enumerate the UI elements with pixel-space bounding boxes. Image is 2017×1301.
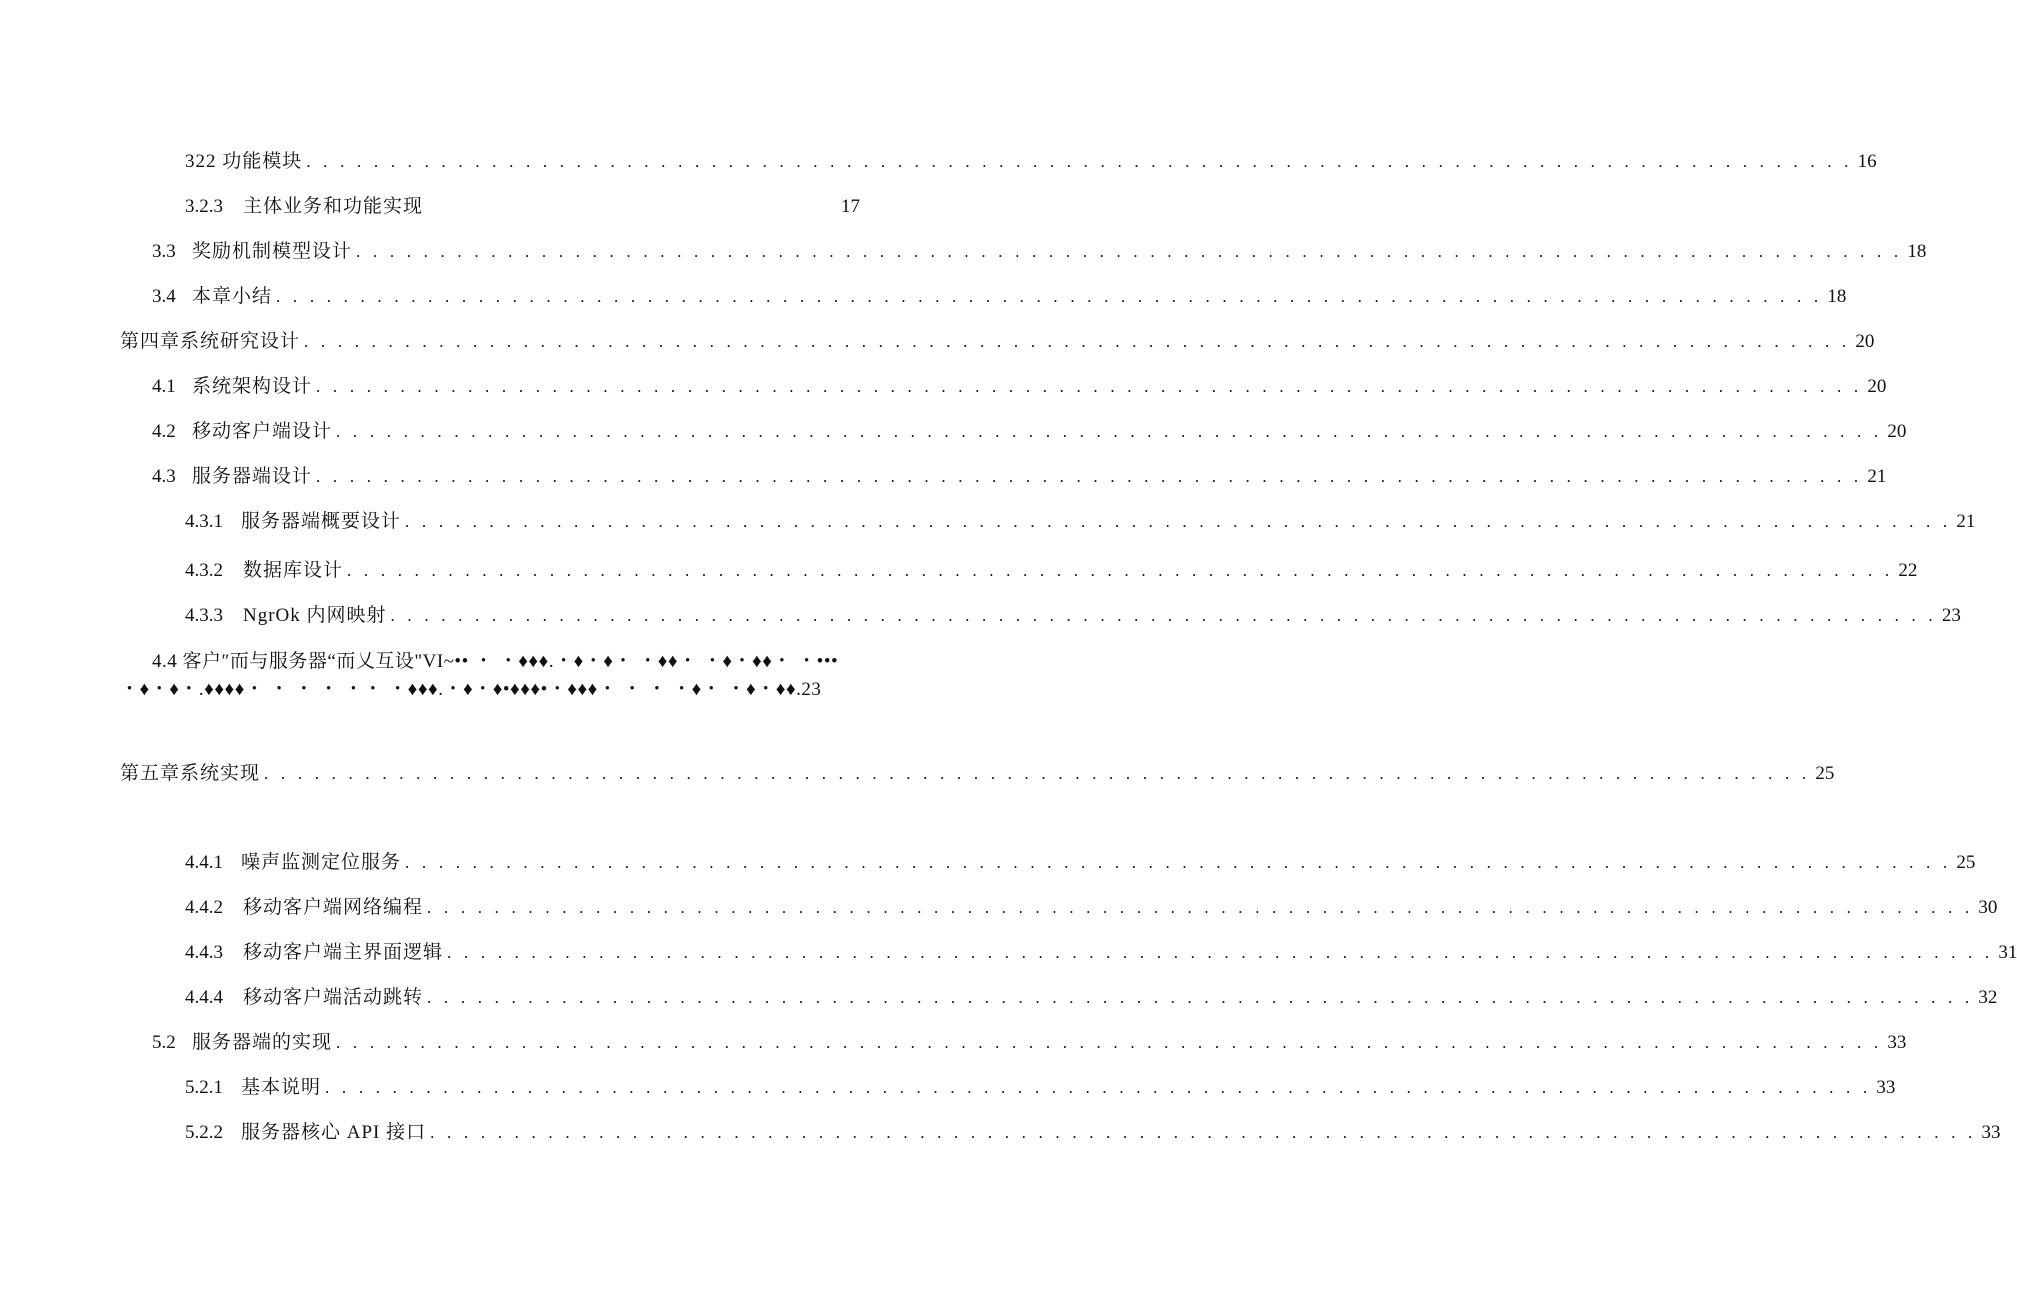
toc-entry-title: 数据库设计 [243,560,344,581]
toc-leader-dots: . . . . . . . . . . . . . . . . . . . . . . . . . . . . . . . . . . . . . . . . . . . . . . . . . . . . . . . . . . . . . . . . . . . . . . . . . . . . . . . . . . . . . . . . . . . . [325,1078,1872,1097]
toc-entry-number: 4.1 [152,376,176,397]
toc-leader-dots: . . . . . . . . . . . . . . . . . . . . . . . . . . . . . . . . . . . . . . . . . . . . . . . . . . . . . . . . . . . . . . . . . . . . . . . . . . . . . . . . . . . . . . . . . . . . [356,242,1903,261]
toc-chapter-entry[interactable] [120,759,1835,789]
toc-entry-page: 33 [1981,1122,2001,1143]
toc-entry-number: 4.3.1 [185,511,223,532]
toc-entry[interactable] [185,507,1976,537]
toc-entry-title: 第五章系统实现 [120,763,261,784]
toc-entry-title: 服务器端概要设计 [241,511,402,532]
toc-entry-number: 5.2.2 [185,1122,223,1143]
toc-entry[interactable] [185,192,860,222]
toc-entry-page: 30 [1978,897,1998,918]
toc-entry-number: 4.4.1 [185,852,223,873]
toc-entry-title: 服务器端设计 [192,466,313,487]
toc-entry[interactable] [185,601,1961,631]
toc-entry-title: 服务器核心 API 接口 [241,1122,427,1143]
toc-entry-page: 21 [1867,466,1887,487]
toc-entry[interactable] [185,147,1877,177]
toc-leader-dots: . . . . . . . . . . . . . . . . . . . . . . . . . . . . . . . . . . . . . . . . . . . . . . . . . . . . . . . . . . . . . . . . . . . . . . . . . . . . . . . . . . . . . . . . . . . . [336,1033,1883,1052]
toc-entry-page: 18 [1827,286,1847,307]
toc-entry[interactable] [152,462,1887,492]
toc-entry-page: 20 [1855,331,1875,352]
toc-entry-title: 系统架构设计 [192,376,313,397]
toc-entry-title: 服务器端的实现 [192,1032,333,1053]
toc-entry-page: 25 [1956,852,1976,873]
toc-entry-title: 移动客户端网络编程 [243,897,424,918]
toc-entry-number: 5.2 [152,1032,176,1053]
toc-entry-number: 4.2 [152,421,176,442]
toc-leader-dots: . . . . . . . . . . . . . . . . . . . . . . . . . . . . . . . . . . . . . . . . . . . . . . . . . . . . . . . . . . . . . . . . . . . . . . . . . . . . . . . . . . . . . . . . . . . . [304,332,1851,351]
toc-entry[interactable] [152,282,1847,312]
toc-entry-number: 4.3.3 [185,605,223,626]
toc-entry-title: 第四章系统研究设计 [120,331,301,352]
toc-chapter-entry[interactable] [120,327,1875,357]
toc-entry-page: 16 [1857,151,1877,172]
toc-entry[interactable] [152,1028,1907,1058]
toc-entry[interactable] [185,556,1918,586]
toc-entry-number: 4.4.2 [185,897,223,918]
toc-entry-number: 5.2.1 [185,1077,223,1098]
toc-entry-title: 基本说明 [241,1077,322,1098]
toc-leader-dots: . . . . . . . . . . . . . . . . . . . . . . . . . . . . . . . . . . . . . . . . . . . . . . . . . . . . . . . . . . . . . . . . . . . . . . . . . . . . . . . . . . . . . . . . . . . . [430,1123,1977,1142]
toc-entry[interactable] [152,237,1927,267]
toc-leader-dots: . . . . . . . . . . . . . . . . . . . . . . . . . . . . . . . . . . . . . . . . . . . . . . . . . . . . . . . . . . . . . . . . . . . . . . . . . . . . . . . . . . . . . . . . . . . . [405,853,1952,872]
toc-entry-title: 主体业务和功能实现 [243,196,424,217]
toc-leader-dots: . . . . . . . . . . . . . . . . . . . . . . . . . . . . . . . . . . . . . . . . . . . . . . . . . . . . . . . . . . . . . . . . . . . . . . . . . . . . . . . . . . . . . . . . . . . . [390,606,1937,625]
toc-entry-page: 23 [1941,605,1961,626]
toc-entry-number: 4.3.2 [185,560,223,581]
toc-leader-dots: . . . . . . . . . . . . . . . . . . . . . . . . . . . . . . . . . . . . . . . . . . . . . . . . . . . . . . . . . . . . . . . . . . . . . . . . . . . . . . . . . . . . . . . . . . . . [447,943,1994,962]
toc-entry-page: 33 [1887,1032,1907,1053]
toc-leader-dots: . . . . . . . . . . . . . . . . . . . . . . . . . . . . . . . . . . . . . . . . . . . . . . . . . . . . . . . . . . . . . . . . . . . . . . . . . . . . . . . . . . . . . . . . . . . . [336,422,1883,441]
toc-entry-page: 18 [1907,241,1927,262]
toc-entry-title: 奖励机制模型设计 [192,241,353,262]
toc-entry[interactable] [185,938,2017,968]
toc-entry-number: 4.3 [152,466,176,487]
toc-leader-dots: . . . . . . . . . . . . . . . . . . . . . . . . . . . . . . . . . . . . . . . . . . . . . . . . . . . . . . . . . . . . . . . . . . . . . . . . . . . . . . . . . . . . . . . . . . . . [306,152,1853,171]
toc-entry-title: 移动客户端活动跳转 [243,987,424,1008]
toc-entry-title: 噪声监测定位服务 [241,852,402,873]
toc-entry-number: 4.4.4 [185,987,223,1008]
toc-leader-dots: . . . . . . . . . . . . . . . . . . . . . . . . . . . . . . . . . . . . . . . . . . . . . . . . . . . . . . . . . . . . . . . . . . . . . . . . . . . . . . . . . . . . . . . . . . . . [427,988,1974,1007]
toc-entry-page: 21 [1956,511,1976,532]
toc-entry-number: 3.2.3 [185,196,223,217]
toc-garbled-entry-line1[interactable]: 4.4 客户″而与服务器“而乂互设"VI~•• ・ ・♦♦♦.・♦・♦・ ・♦♦・ ・♦・♦♦・ ・••• [152,651,839,672]
toc-entry-page: 32 [1978,987,1998,1008]
toc-leader-dots: . . . . . . . . . . . . . . . . . . . . . . . . . . . . . . . . . . . . . . . . . . . . . . . . . . . . . . . . . . . . . . . . . . . . . . . . . . . . . . . . . . . . . . . . . . . . [347,561,1894,580]
toc-leader-dots: . . . . . . . . . . . . . . . . . . . . . . . . . . . . . . . . . . . . . . . . . . . . . . . . . . . . . . . . . . . . . . . . . . . . . . . . . . . . . . . . . . . . . . . . . . . . [276,287,1823,306]
toc-entry-page: 17 [841,196,860,217]
toc-garbled-entry-line2[interactable]: ・♦・♦・.♦♦♦♦・ ・ ・ ・ ・・ ・♦♦♦.・♦・♦•♦♦♦•・♦♦♦・ ・ ・ ・♦・ ・♦・♦♦.23 [120,679,822,700]
toc-entry-number: 3.4 [152,286,176,307]
toc-entry[interactable] [152,417,1907,447]
toc-entry[interactable] [185,1073,1896,1103]
toc-entry-number: 4.4.3 [185,942,223,963]
toc-leader-dots: . . . . . . . . . . . . . . . . . . . . . . . . . . . . . . . . . . . . . . . . . . . . . . . . . . . . . . . . . . . . . . . . . . . . . . . . . . . . . . . . . . . . . . . . . . . . [427,898,1974,917]
toc-entry-page: 33 [1876,1077,1896,1098]
toc-entry-title: NgrOk 内网映射 [243,605,387,626]
toc-entry-page: 31 [1998,942,2017,963]
toc-leader-dots: . . . . . . . . . . . . . . . . . . . . . . . . . . . . . . . . . . . . . . . . . . . . . . . . . . . . . . . . . . . . . . . . . . . . . . . . . . . . . . . . . . . . . . . . . . . . [316,467,1863,486]
toc-entry-title: 移动客户端设计 [192,421,333,442]
toc-leader-dots: . . . . . . . . . . . . . . . . . . . . . . . . . . . . . . . . . . . . . . . . . . . . . . . . . . . . . . . . . . . . . . . . . . . . . . . . . . . . . . . . . . . . . . . . . . . . [405,512,1952,531]
toc-entry-page: 25 [1815,763,1835,784]
toc-entry-number: 3.3 [152,241,176,262]
toc-entry-page: 22 [1898,560,1918,581]
toc-entry-page: 20 [1887,421,1907,442]
toc-entry[interactable] [185,1118,2001,1148]
toc-entry-page: 20 [1867,376,1887,397]
toc-entry[interactable] [152,372,1887,402]
toc-entry[interactable] [185,893,1998,923]
toc-entry-title: 移动客户端主界面逻辑 [243,942,444,963]
toc-leader-dots: . . . . . . . . . . . . . . . . . . . . . . . . . . . . . . . . . . . . . . . . . . . . . . . . . . . . . . . . . . . . . . . . . . . . . . . . . . . . . . . . . . . . . . . . . . . . [316,377,1863,396]
toc-entry-title: 322 功能模块 [185,151,303,172]
toc-leader-dots: . . . . . . . . . . . . . . . . . . . . . . . . . . . . . . . . . . . . . . . . . . . . . . . . . . . . . . . . . . . . . . . . . . . . . . . . . . . . . . . . . . . . . . . . . . . . [264,764,1811,783]
toc-entry[interactable] [185,848,1976,878]
toc-entry-title: 本章小结 [192,286,273,307]
toc-entry[interactable] [185,983,1998,1013]
